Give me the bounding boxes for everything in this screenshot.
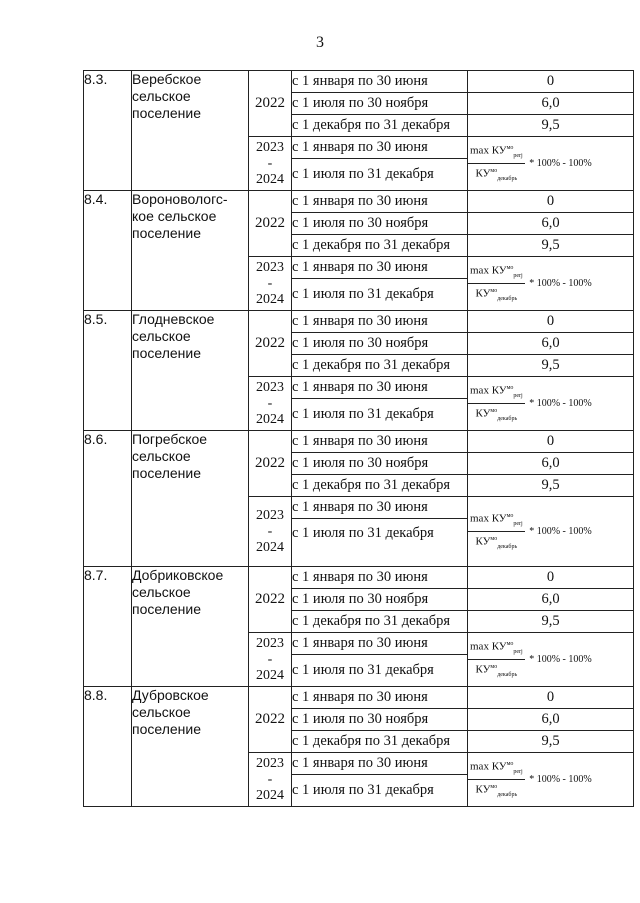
page-number: 3 [316,34,324,51]
value-cell: 0 [468,567,634,589]
settlement-name: Веребское сельское поселение [132,71,249,191]
formula-denominator: $КУ^{мо}_{декабрь}$ [475,287,518,302]
period-cell: с 1 июля по 31 декабря [292,159,468,191]
table-row [84,567,634,589]
period-cell: с 1 января по 30 июня [292,257,468,279]
year-range [249,377,292,431]
year-2022: 2022 [249,71,292,137]
period-cell: с 1 июля по 30 ноября [292,333,468,355]
period-cell: с 1 января по 30 июня [292,191,468,213]
period-cell: с 1 января по 30 июня [292,377,468,399]
year-range-dash: - [267,275,273,291]
formula-denominator: $КУ^{мо}_{декабрь}$ [475,167,518,182]
formula-fraction [468,382,525,425]
year-range-dash: - [267,155,273,171]
year-range-dash: - [267,771,273,787]
year-range-end: 2024 [256,171,284,187]
period-cell: с 1 декабря по 31 декабря [292,115,468,137]
formula-fraction [468,510,525,553]
formula-fraction [468,638,525,681]
value-cell: 9,5 [468,731,634,753]
formula-cell [468,257,634,311]
year-range [249,137,292,191]
period-cell: с 1 января по 30 июня [292,687,468,709]
section-number: 8.6. [84,431,132,567]
year-range-end: 2024 [256,539,284,555]
tariff-table [83,70,634,807]
period-cell: с 1 декабря по 31 декабря [292,235,468,257]
formula-numerator: $\max КУ^{мо}_{реrj}$ [468,142,525,164]
year-range-end: 2024 [256,667,284,683]
year-range-start: 2023 [256,139,284,155]
tariff-table-body [84,71,634,807]
formula-cell [468,377,634,431]
settlement-name: Добриковское сельское поселение [132,567,249,687]
year-range-dash: - [267,651,273,667]
period-cell: с 1 июля по 31 декабря [292,775,468,807]
settlement-name: Глодневское сельское поселение [132,311,249,431]
table-row [84,311,634,333]
year-2022: 2022 [249,431,292,497]
formula-denominator: $КУ^{мо}_{декабрь}$ [475,407,518,422]
formula-numerator: $\max КУ^{мо}_{реrj}$ [468,382,525,404]
value-cell: 6,0 [468,709,634,731]
period-cell: с 1 января по 30 июня [292,431,468,453]
period-cell: с 1 декабря по 31 декабря [292,355,468,377]
year-range [249,753,292,807]
period-cell: с 1 июля по 30 ноября [292,213,468,235]
period-cell: с 1 января по 30 июня [292,497,468,519]
formula-cell [468,137,634,191]
year-range-start: 2023 [256,507,284,523]
year-range-start: 2023 [256,755,284,771]
value-cell: 9,5 [468,611,634,633]
year-2022: 2022 [249,567,292,633]
formula-numerator: $\max КУ^{мо}_{реrj}$ [468,638,525,660]
formula-numerator: $\max КУ^{мо}_{реrj}$ [468,758,525,780]
value-cell: 6,0 [468,213,634,235]
formula-fraction [468,262,525,305]
table-row [84,191,634,213]
section-number: 8.3. [84,71,132,191]
period-cell: с 1 января по 30 июня [292,311,468,333]
section-number: 8.7. [84,567,132,687]
value-cell: 9,5 [468,235,634,257]
formula-fraction [468,142,525,185]
period-cell: с 1 января по 30 июня [292,137,468,159]
formula-multiplier: * 100% - 100% [529,158,592,169]
formula-denominator: $КУ^{мо}_{декабрь}$ [475,663,518,678]
value-cell: 0 [468,71,634,93]
year-range-end: 2024 [256,411,284,427]
value-cell: 0 [468,311,634,333]
period-cell: с 1 декабря по 31 декабря [292,731,468,753]
year-range-start: 2023 [256,259,284,275]
year-range [249,497,292,567]
year-range-dash: - [267,395,273,411]
formula-cell [468,753,634,807]
value-cell: 9,5 [468,115,634,137]
settlement-name: Вороновологс-кое сельское поселение [132,191,249,311]
year-range-dash: - [267,523,273,539]
year-2022: 2022 [249,311,292,377]
period-cell: с 1 июля по 30 ноября [292,709,468,731]
table-row [84,687,634,709]
period-cell: с 1 июля по 31 декабря [292,279,468,311]
formula-multiplier: * 100% - 100% [529,774,592,785]
period-cell: с 1 января по 30 июня [292,753,468,775]
year-range-start: 2023 [256,379,284,395]
formula-cell [468,633,634,687]
period-cell: с 1 июля по 31 декабря [292,519,468,567]
value-cell: 6,0 [468,93,634,115]
value-cell: 0 [468,431,634,453]
value-cell: 9,5 [468,355,634,377]
formula-fraction [468,758,525,801]
year-range-end: 2024 [256,291,284,307]
period-cell: с 1 июля по 30 ноября [292,589,468,611]
section-number: 8.4. [84,191,132,311]
period-cell: с 1 июля по 30 ноября [292,453,468,475]
formula-denominator: $КУ^{мо}_{декабрь}$ [475,535,518,550]
settlement-name: Погребское сельское поселение [132,431,249,567]
period-cell: с 1 января по 30 июня [292,567,468,589]
period-cell: с 1 декабря по 31 декабря [292,475,468,497]
table-row [84,71,634,93]
year-2022: 2022 [249,191,292,257]
section-number: 8.8. [84,687,132,807]
value-cell: 6,0 [468,589,634,611]
formula-cell [468,497,634,567]
year-2022: 2022 [249,687,292,753]
value-cell: 0 [468,687,634,709]
year-range [249,633,292,687]
period-cell: с 1 декабря по 31 декабря [292,611,468,633]
settlement-name: Дубровское сельское поселение [132,687,249,807]
formula-numerator: $\max КУ^{мо}_{реrj}$ [468,262,525,284]
formula-multiplier: * 100% - 100% [529,278,592,289]
period-cell: с 1 января по 30 июня [292,633,468,655]
period-cell: с 1 июля по 31 декабря [292,655,468,687]
formula-multiplier: * 100% - 100% [529,398,592,409]
formula-numerator: $\max КУ^{мо}_{реrj}$ [468,510,525,532]
period-cell: с 1 июля по 31 декабря [292,399,468,431]
formula-multiplier: * 100% - 100% [529,526,592,537]
year-range-start: 2023 [256,635,284,651]
table-row [84,431,634,453]
formula-multiplier: * 100% - 100% [529,654,592,665]
section-number: 8.5. [84,311,132,431]
period-cell: с 1 июля по 30 ноября [292,93,468,115]
value-cell: 9,5 [468,475,634,497]
value-cell: 6,0 [468,453,634,475]
year-range-end: 2024 [256,787,284,803]
formula-denominator: $КУ^{мо}_{декабрь}$ [475,783,518,798]
value-cell: 6,0 [468,333,634,355]
value-cell: 0 [468,191,634,213]
year-range [249,257,292,311]
period-cell: с 1 января по 30 июня [292,71,468,93]
